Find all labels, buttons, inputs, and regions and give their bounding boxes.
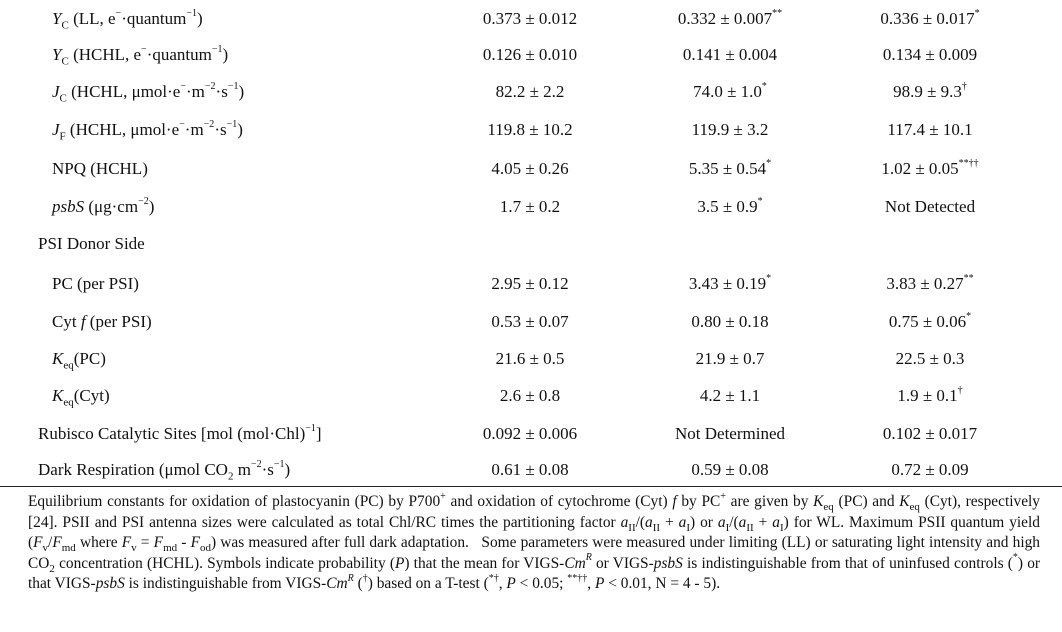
param-label: $J_F$ (HCHL, $\mu mol\cdot e^-\cdot m^{-2}\cdot s^{-1}$) [52, 119, 243, 143]
value-vigs-psbs: 0.75 ± 0.06* [888, 311, 972, 331]
value-vigs-psbs: 0.336 ± 0.017* [880, 8, 980, 28]
value-vigs-cmr: 3.5 ± 0.9* [697, 196, 763, 216]
table-row [0, 269, 1062, 299]
table-row [0, 154, 1062, 184]
value-vigs-psbs: 0.72 ± 0.09 [891, 460, 969, 479]
value-vigs-psbs: 1.9 ± 0.1† [897, 385, 963, 405]
section-heading-row [0, 229, 1062, 259]
value-vigs-cmr: 4.2 ± 1.1 [699, 386, 761, 405]
table-row [0, 77, 1062, 107]
param-label: psbS $(\mu g\cdot cm^{-2})$ [52, 196, 155, 216]
param-label: $K_{eq}(Cyt)$ [52, 386, 110, 409]
param-label: Cyt f (per PSI) [52, 312, 152, 331]
value-vigs-cmr: 5.35 ± 0.54* [688, 158, 772, 178]
param-label: $J_C$ (HCHL, $\mu mol\cdot e^-\cdot m^{-2}\cdot s^{-1}$) [52, 81, 245, 105]
table-row [0, 115, 1062, 145]
value-vigs-cmr: 0.332 ± 0.007** [677, 8, 783, 28]
table-row [0, 455, 1062, 485]
value-vigs-psbs: Not Detected [884, 197, 976, 216]
value-vigs-psbs: 98.9 ± 9.3† [893, 81, 967, 101]
table-row [0, 419, 1062, 449]
param-label: $Y_C$ (HCHL, e−·quantum$^{-1}$) [52, 44, 229, 68]
value-control: 2.95 ± 0.12 [491, 274, 569, 293]
param-label: $K_{eq}(PC)$ [52, 349, 106, 372]
value-control: 2.6 ± 0.8 [499, 386, 561, 405]
param-label: NPQ (HCHL) [52, 159, 148, 178]
value-vigs-psbs: 1.02 ± 0.05**†† [881, 158, 979, 178]
value-control: 0.373 ± 0.012 [482, 9, 578, 28]
value-vigs-cmr: Not Determined [675, 424, 785, 443]
table-row [0, 344, 1062, 374]
value-vigs-cmr: 74.0 ± 1.0* [693, 81, 767, 101]
value-vigs-psbs: 117.4 ± 10.1 [887, 120, 973, 139]
param-label: Rubisco Catalytic Sites [mol $(mol\cdot Chl)^{-1}$] [38, 423, 322, 443]
table-row [0, 381, 1062, 411]
value-control: 0.092 ± 0.006 [482, 424, 578, 443]
table-row [0, 192, 1062, 222]
value-control: 0.53 ± 0.07 [491, 312, 569, 331]
table-row [0, 4, 1062, 34]
value-vigs-psbs: 0.102 ± 0.017 [882, 424, 978, 443]
value-vigs-cmr: 119.9 ± 3.2 [691, 120, 769, 139]
section-heading: PSI Donor Side [38, 234, 145, 253]
value-control: 1.7 ± 0.2 [499, 197, 561, 216]
value-control: 4.05 ± 0.26 [491, 159, 569, 178]
value-vigs-psbs: 0.134 ± 0.009 [882, 45, 978, 64]
value-vigs-psbs: 3.83 ± 0.27** [886, 273, 974, 293]
value-control: 82.2 ± 2.2 [495, 82, 565, 101]
param-label: PC (per PSI) [52, 274, 139, 293]
value-vigs-cmr: 21.9 ± 0.7 [695, 349, 765, 368]
value-vigs-psbs: 22.5 ± 0.3 [895, 349, 965, 368]
table-bottom-rule [0, 486, 1062, 487]
param-label: $Y_C$ (LL, e−·quantum$^{-1}$) [52, 8, 203, 32]
table-row [0, 307, 1062, 337]
value-control: 0.126 ± 0.010 [482, 45, 578, 64]
table-row [0, 40, 1062, 70]
value-vigs-cmr: 0.59 ± 0.08 [691, 460, 769, 479]
value-control: 119.8 ± 10.2 [487, 120, 573, 139]
param-label: Dark Respiration (μmol $CO_2$ $m^{-2}\cdot s^{-1}$) [38, 459, 291, 483]
table-footnote: Equilibrium constants for oxidation of plastocyanin (PC) by P700+ and oxidation of cytochrome (Cyt) f by PC+ are given by $K_{eq}$ (PC) and $K_{eq}$ (Cyt), respectively [24]. PSII and PSI antenna sizes were calculated as total Chl/RC times the partitioning factor $a_{II}/(a_{II} + a_I)$ or $a_I/(a_{II} + a_I)$ for WL. Maximum PSII quantum yield ($F_v/F_{md}$ where $F_v = F_{md} - F_{od}$) was measured after full dark adaptation. Some parameters were measured under limiting (LL) or saturating light intensity and high $CO_2$ concentration (HCHL). Symbols indicate probability (P) that the mean for VIGS-$Cm^R$ or VIGS-psbS is indistinguishable from that of uninfused controls (*) or that VIGS-psbS is indistinguishable from VIGS-$Cm^R$ (†) based on a T-test (*†, P < 0.05; **††, P < 0.01, N = 4 - 5). [28, 490, 1041, 592]
value-vigs-cmr: 3.43 ± 0.19* [688, 273, 772, 293]
value-control: 21.6 ± 0.5 [495, 349, 565, 368]
value-vigs-cmr: 0.141 ± 0.004 [682, 45, 778, 64]
value-control: 0.61 ± 0.08 [491, 460, 569, 479]
value-vigs-cmr: 0.80 ± 0.18 [691, 312, 769, 331]
